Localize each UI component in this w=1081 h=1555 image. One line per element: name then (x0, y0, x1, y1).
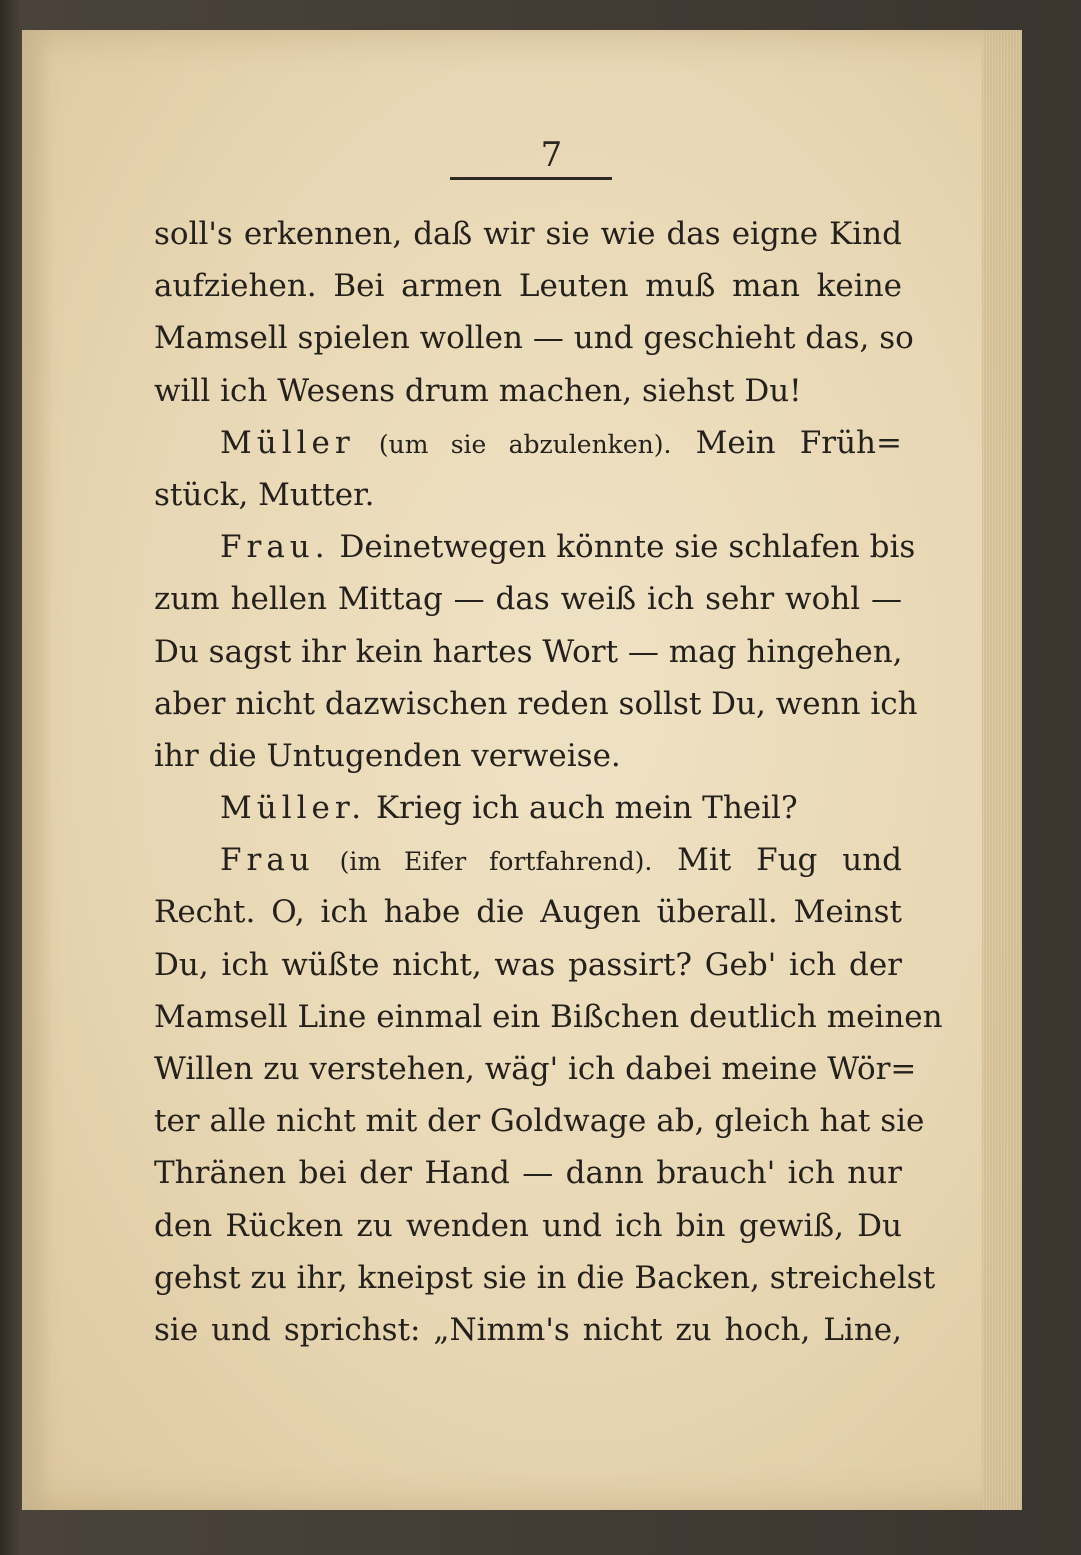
line-text: sie und sprichst: „Nimm's nicht zu hoch, Line, (154, 1311, 902, 1348)
line-text: zum hellen Mittag — das weiß ich sehr wohl — (154, 581, 902, 618)
text-line (154, 469, 902, 521)
line-text: Willen zu verstehen, wäg' ich dabei meine Wör= (154, 1051, 917, 1087)
text-line (154, 521, 916, 573)
page-edge (982, 30, 1022, 1510)
text-line (154, 939, 902, 991)
line-text: stück, Mutter. (154, 476, 375, 513)
line-text: Mamsell Line einmal ein Bißchen deutlich meinen (154, 998, 943, 1035)
text-line (154, 208, 902, 260)
text-line (154, 834, 902, 886)
text-line (154, 417, 902, 469)
line-text: Mamsell spielen wollen — und geschieht das, so (154, 320, 914, 357)
stage-direction: (im Eifer fortfahrend). (339, 847, 653, 877)
page-number-rule (450, 177, 612, 180)
text-line (154, 730, 902, 782)
speaker-name: Frau (220, 842, 315, 879)
line-text: aufziehen. Bei armen Leuten muß man keine (154, 268, 902, 305)
line-text: Thränen bei der Hand — dann brauch' ich nur (154, 1155, 902, 1192)
line-text: Du sagst ihr kein hartes Wort — mag hingehen, (154, 633, 903, 670)
text-line (154, 626, 902, 678)
speaker-name: Frau. (220, 529, 330, 566)
book-page (22, 30, 1022, 1510)
text-line (154, 1147, 902, 1199)
speaker-name: Müller (220, 424, 355, 461)
text-line (154, 886, 902, 938)
line-text: gehst zu ihr, kneipst sie in die Backen, streichelst (154, 1259, 936, 1296)
line-text: Krieg ich auch mein Theil? (376, 790, 798, 827)
line-text: Mein Früh= (695, 424, 903, 461)
text-line (154, 1043, 917, 1095)
text-line (154, 678, 918, 730)
text-line (154, 573, 902, 625)
text-line (154, 1304, 902, 1356)
text-line (154, 312, 914, 364)
line-text: aber nicht dazwischen reden sollst Du, wenn ich (154, 685, 918, 722)
line-text: Mit Fug und (677, 842, 903, 879)
page-gutter (22, 30, 52, 1510)
text-line (154, 365, 902, 417)
text-line (154, 1252, 936, 1304)
line-text: den Rücken zu wenden und ich bin gewiß, Du (154, 1207, 902, 1244)
page-number: 7 (540, 135, 564, 175)
body-text (154, 208, 943, 1356)
text-line (154, 782, 902, 834)
line-text: soll's erkennen, daß wir sie wie das eigne Kind (154, 216, 902, 252)
line-text: will ich Wesens drum machen, siehst Du! (154, 372, 802, 409)
line-text: Recht. O, ich habe die Augen überall. Meinst (154, 894, 902, 931)
text-line (154, 260, 902, 312)
line-text: Du, ich wüßte nicht, was passirt? Geb' ich der (154, 946, 902, 983)
text-line (154, 1200, 902, 1252)
text-line (154, 1095, 925, 1147)
stage-direction: (um sie abzulenken). (378, 429, 672, 459)
text-line (154, 991, 943, 1043)
line-text: Deinetwegen könnte sie schlafen bis (339, 529, 916, 566)
line-text: ihr die Untugenden verweise. (154, 737, 621, 774)
line-text: ter alle nicht mit der Goldwage ab, gleich hat sie (154, 1103, 925, 1140)
speaker-name: Müller. (220, 790, 367, 827)
